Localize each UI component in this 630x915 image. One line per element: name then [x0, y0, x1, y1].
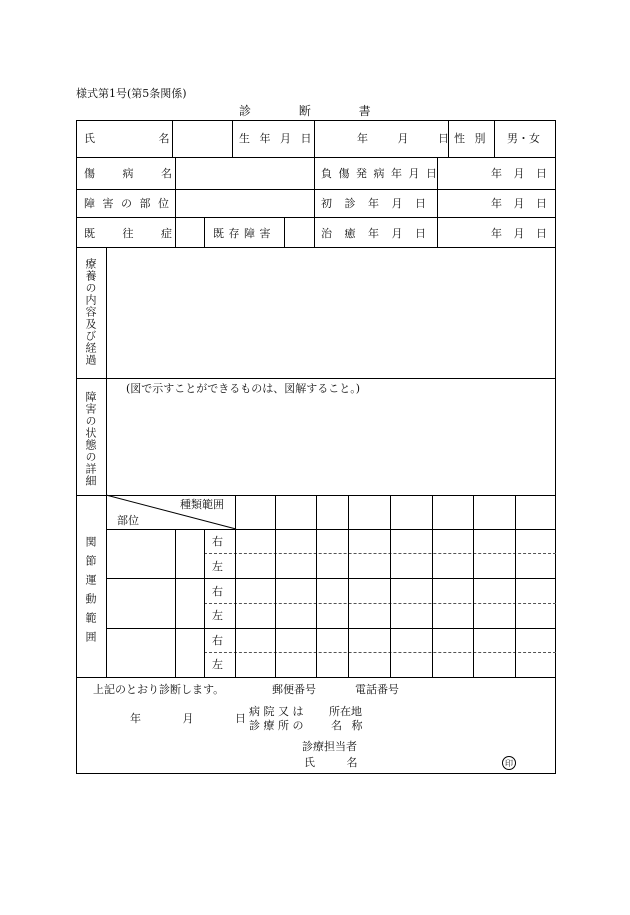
joint-left-2: 左 — [212, 609, 223, 622]
joint-left-3: 左 — [212, 658, 223, 671]
form-number: 様式第1号(第5条関係) — [76, 87, 187, 100]
vrule-joint-part-a — [175, 529, 176, 677]
joint-label: 関節運動範囲 — [84, 536, 97, 650]
facility-name-label: 名 称 — [331, 719, 363, 732]
vrule-sex-value — [494, 120, 495, 157]
sex-label: 性 別 — [454, 132, 486, 145]
treatment-label: 療養の内容及び経過 — [84, 258, 97, 366]
onset-label: 負 傷 発 病 年 月 日 — [321, 167, 437, 180]
vrule-birth-label — [314, 120, 315, 247]
hospital-line-2: 診 療 所 の — [249, 719, 304, 732]
kind-range-label: 種類範囲 — [180, 498, 224, 511]
vrule-joint-col-6 — [432, 495, 433, 677]
vrule-existing-label — [284, 217, 285, 247]
footer-date-ymd: 年 月 日 — [130, 712, 246, 725]
seal-icon: 印 — [502, 756, 516, 770]
vrule-joint-col-4 — [348, 495, 349, 677]
doctor-name-label: 氏 名 — [304, 756, 358, 769]
rule-treatment-bottom — [76, 378, 556, 379]
vrule-joint-part-b — [204, 529, 205, 677]
rule-joint-group2-bottom — [106, 628, 556, 629]
rule-joint-dash-1 — [204, 553, 556, 554]
history-label: 既 往 症 — [84, 227, 172, 240]
birth-label: 生 年 月 日 — [239, 132, 312, 145]
vrule-left-labels — [175, 157, 176, 247]
rule-joint-group1-bottom — [106, 578, 556, 579]
rule-joint-header-bottom — [106, 529, 556, 530]
rule-row3-bottom — [76, 217, 556, 218]
postal-label: 郵便番号 — [272, 683, 316, 696]
cure-label: 治 癒 年 月 日 — [321, 227, 426, 240]
joint-right-2: 右 — [212, 585, 223, 598]
rule-row4-bottom — [76, 247, 556, 248]
rule-row2-bottom — [76, 189, 556, 190]
name-label: 氏 名 — [84, 132, 170, 145]
rule-row1-bottom — [76, 157, 556, 158]
diagnosis-statement: 上記のとおり診断します。 — [93, 683, 225, 696]
disability-label: 障害の状態の詳細 — [84, 391, 97, 487]
joint-right-1: 右 — [212, 535, 223, 548]
vrule-history-value — [204, 217, 205, 247]
joint-left-1: 左 — [212, 560, 223, 573]
vrule-joint-col-8 — [515, 495, 516, 677]
vrule-name-label — [172, 120, 173, 157]
first-visit-label: 初 診 年 月 日 — [321, 197, 426, 210]
cure-ymd: 年 月 日 — [491, 227, 547, 240]
joint-right-3: 右 — [212, 634, 223, 647]
hospital-line-1: 病 院 又 は — [249, 705, 304, 718]
doctor-label: 診療担当者 — [302, 740, 357, 753]
site-label: 障 害 の 部 位 — [84, 197, 169, 210]
first-visit-ymd: 年 月 日 — [491, 197, 547, 210]
vrule-section-labels — [106, 247, 107, 677]
birth-ymd: 年 月 日 — [357, 132, 449, 145]
rule-joint-dash-2 — [204, 603, 556, 604]
vrule-joint-col-3 — [316, 495, 317, 677]
vrule-date-labels — [437, 157, 438, 247]
part-label: 部位 — [117, 514, 139, 527]
onset-ymd: 年 月 日 — [491, 167, 547, 180]
injury-label: 傷 病 名 — [84, 167, 172, 180]
vrule-joint-col-7 — [473, 495, 474, 677]
form-title: 診 断 書 — [239, 104, 371, 118]
vrule-name-value — [232, 120, 233, 157]
rule-joint-dash-3 — [204, 652, 556, 653]
address-label: 所在地 — [329, 705, 362, 718]
vrule-joint-col-5 — [390, 495, 391, 677]
vrule-joint-col-2 — [275, 495, 276, 677]
rule-joint-bottom — [76, 677, 556, 678]
sex-value: 男・女 — [507, 132, 540, 145]
phone-label: 電話番号 — [355, 683, 399, 696]
existing-label: 既 存 障 害 — [213, 227, 271, 240]
disability-note: (図で示すことができるものは、図解すること。) — [126, 382, 361, 395]
